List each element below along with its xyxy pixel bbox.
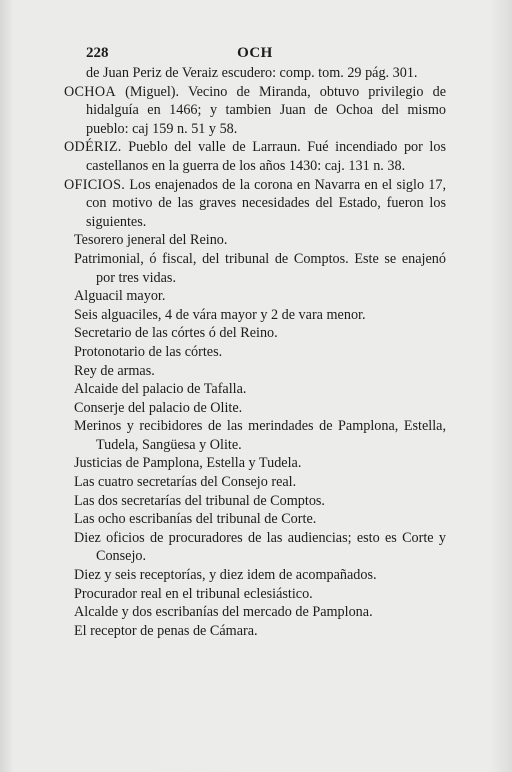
page-number: 228 (86, 45, 109, 61)
office-item: Las dos secretarías del tribunal de Comptos. (74, 492, 325, 509)
office-item: Diez y seis receptorías, y diez idem de acompañados. (74, 567, 377, 584)
office-item: Protonotario de las córtes. (74, 343, 223, 360)
entry-oderiz-body: Pueblo del valle de Larraun. Fué incendiado por los castellanos en la guerra de los años 1430: caj. 131 n. 38. (86, 139, 446, 174)
entry-oficios (64, 176, 446, 232)
page-text (64, 44, 446, 640)
entry-oficios-head: OFICIOS. (64, 176, 126, 193)
entry-oficios-body: Los enajenados de la corona en Navarra en el siglo 17, con motivo de las graves necesidades del Estado, fueron los siguientes. (86, 176, 446, 230)
entry-ochoa-head: OCHOA (64, 83, 116, 100)
office-item: Conserje del palacio de Olite. (74, 399, 243, 416)
office-item: Rey de armas. (74, 362, 155, 379)
office-item: Justicias de Pamplona, Estella y Tudela. (74, 455, 302, 472)
office-item: Merinos y recibidores de las merindades de Pamplona, Estella, Tudela, Sangüesa y Olite. (74, 418, 446, 453)
entry-oderiz (64, 138, 446, 175)
entry-ochoa-body: (Miguel). Vecino de Miranda, obtuvo privilegio de hidalguía en 1466; y tambien Juan de Ochoa del mismo pueblo: caj 159 n. 51 y 58. (86, 83, 446, 137)
page-header (64, 44, 446, 64)
office-item: Secretario de las córtes ó del Reino. (74, 325, 278, 342)
office-item: Diez oficios de procuradores de las audiencias; esto es Corte y Consejo. (74, 529, 446, 565)
office-item: Patrimonial, ó fiscal, del tribunal de Comptos. Este se enajenó por tres vidas. (74, 250, 446, 286)
entry-oderiz-head: ODÉRIZ. (64, 139, 122, 156)
entry-ochoa (64, 83, 446, 139)
office-item: Alcalde y dos escribanías del mercado de Pamplona. (74, 604, 373, 621)
running-title: OCH (237, 45, 273, 61)
office-item: Las ocho escribanías del tribunal de Corte. (74, 511, 317, 528)
office-item: Procurador real en el tribunal eclesiástico. (74, 585, 313, 602)
office-item: Seis alguaciles, 4 de vára mayor y 2 de vara menor. (74, 306, 366, 323)
office-item: Alcaide del palacio de Tafalla. (74, 381, 247, 398)
office-item: Tesorero jeneral del Reino. (74, 232, 228, 249)
continued-entry: de Juan Periz de Veraiz escudero: comp. tom. 29 pág. 301. (86, 65, 418, 81)
office-item: Alguacil mayor. (74, 288, 166, 305)
office-item: El receptor de penas de Cámara. (74, 622, 258, 639)
office-item: Las cuatro secretarías del Consejo real. (74, 474, 297, 491)
